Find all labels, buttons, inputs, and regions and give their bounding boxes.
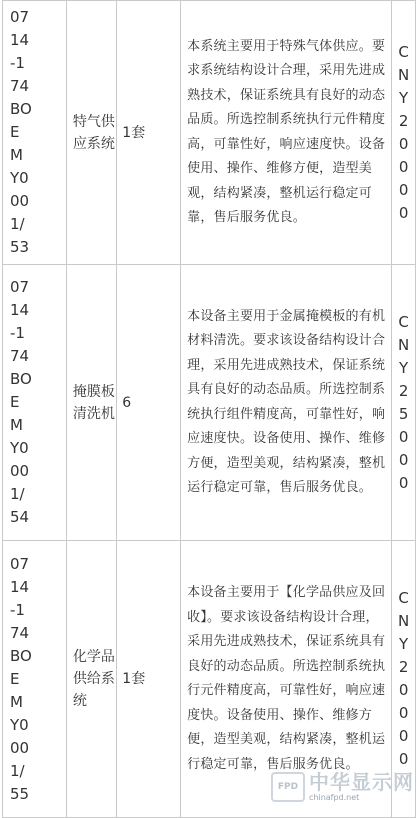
package-number-segment: 74 [10, 347, 30, 365]
package-number-segment: 74 [10, 77, 30, 95]
package-number-segment: 1/ [10, 485, 25, 503]
package-number-segment: -1 [10, 324, 25, 342]
package-number-segment: 14 [10, 577, 30, 596]
quantity: 6 [122, 394, 132, 411]
price-segment: 00 [398, 427, 409, 469]
price-segment: N [398, 612, 410, 630]
package-number-segment: M [10, 692, 23, 711]
package-number-segment: M [10, 146, 23, 164]
price-segment: 0 [398, 203, 409, 222]
price-cell [392, 1, 416, 265]
table-row [3, 1, 416, 265]
package-number-segment: 53 [10, 238, 30, 256]
price-segment: N [398, 65, 410, 84]
package-number-segment: Y0 [10, 169, 29, 187]
package-number-segment: 74 [10, 623, 30, 642]
quantity: 1套 [122, 124, 146, 141]
package-number-segment: 1/ [10, 761, 25, 780]
package-number-segment: -1 [10, 54, 25, 72]
price-segment: 0 [398, 473, 409, 492]
description: 本系统主要用于特殊气体供应。要求系统结构设计合理，采用先进成熟技术，保证系统具有良好的动态品质。所选控制系统执行元件精度高，可靠性好，响应速度快。设备使用、操作、维修方便，造型美观，结构紧凑，整机运行稳定可靠，售后服务优良。 [187, 38, 386, 225]
description-cell [181, 1, 392, 265]
product-name: 特气供应系统 [72, 113, 115, 152]
package-number-segment: 14 [10, 31, 30, 49]
package-number-segment: 00 [10, 738, 30, 757]
description: 本设备主要用于金属掩模板的有机材料清洗。要求该设备结构设计合理，采用先进成熟技术，保证系统具有良好的动态品质。所选控制系统执行组件精度高，可靠性好，响应速度快。设备使用、操作、维修方便，造型美观，结构紧凑，整机运行稳定可靠，售后服务优良。 [187, 308, 386, 495]
description: 本设备主要用于【化学品供应及回收】。要求该设备结构设计合理，采用先进成熟技术，保证系统具有良好的动态品质。所选控制系统执行元件精度高，可靠性好，响应速度快。设备使用、操作、维修方便，造型美观，结构紧凑，整机运行稳定可靠，售后服务优良。 [187, 585, 386, 772]
price-segment: 20 [398, 658, 409, 699]
package-number-segment: Y0 [10, 715, 29, 734]
package-number-cell [3, 1, 67, 265]
package-number-segment: E [10, 669, 20, 688]
price-segment: 0 [398, 750, 409, 768]
price-segment: Y [399, 88, 409, 107]
package-number-segment: Y0 [10, 439, 29, 457]
quantity-cell [117, 265, 181, 541]
package-number-segment: 1/ [10, 215, 25, 233]
product-name: 掩膜板清洗机 [72, 383, 115, 422]
table-row [3, 265, 416, 541]
price-cell [392, 265, 416, 541]
package-number-segment: 00 [10, 462, 30, 480]
price-segment: Y [399, 635, 409, 653]
package-number-segment: 07 [10, 278, 30, 296]
price-segment: N [398, 335, 410, 354]
price-segment: C [398, 589, 409, 607]
watermark [271, 771, 414, 803]
package-number-segment: 07 [10, 554, 30, 573]
package-number-segment: -1 [10, 600, 25, 619]
package-number-segment: 55 [10, 784, 30, 803]
package-number-segment: E [10, 393, 20, 411]
package-number-segment: 54 [10, 508, 30, 526]
price-segment: Y [399, 358, 409, 377]
price-segment: C [398, 312, 409, 331]
quantity-cell [117, 541, 181, 818]
package-number-segment: E [10, 123, 20, 141]
price-segment: C [398, 42, 409, 61]
package-number-segment: BO [10, 370, 32, 388]
watermark-url: chinafpd.net [309, 793, 360, 802]
watermark-brand: 中华显示网 [309, 770, 414, 794]
package-number-segment: M [10, 416, 23, 434]
package-number-segment: 14 [10, 301, 30, 319]
product-name-cell [66, 1, 116, 265]
product-name: 化学品供给系统 [72, 649, 115, 709]
description-cell [181, 265, 392, 541]
price-segment: 00 [398, 157, 409, 199]
package-number-segment: BO [10, 100, 32, 118]
price-segment: 00 [398, 704, 409, 745]
quantity-cell [117, 1, 181, 265]
package-number-segment: 07 [10, 8, 30, 26]
package-number-segment: BO [10, 646, 32, 665]
package-number-segment: 00 [10, 192, 30, 210]
tender-table [2, 0, 416, 818]
package-number-cell [3, 265, 67, 541]
product-name-cell [66, 541, 116, 818]
price-segment: 25 [398, 381, 409, 423]
package-number-cell [3, 541, 67, 818]
quantity: 1套 [122, 671, 146, 687]
price-segment: 20 [398, 111, 409, 153]
product-name-cell [66, 265, 116, 541]
fpd-logo-icon: FPD [271, 772, 305, 802]
